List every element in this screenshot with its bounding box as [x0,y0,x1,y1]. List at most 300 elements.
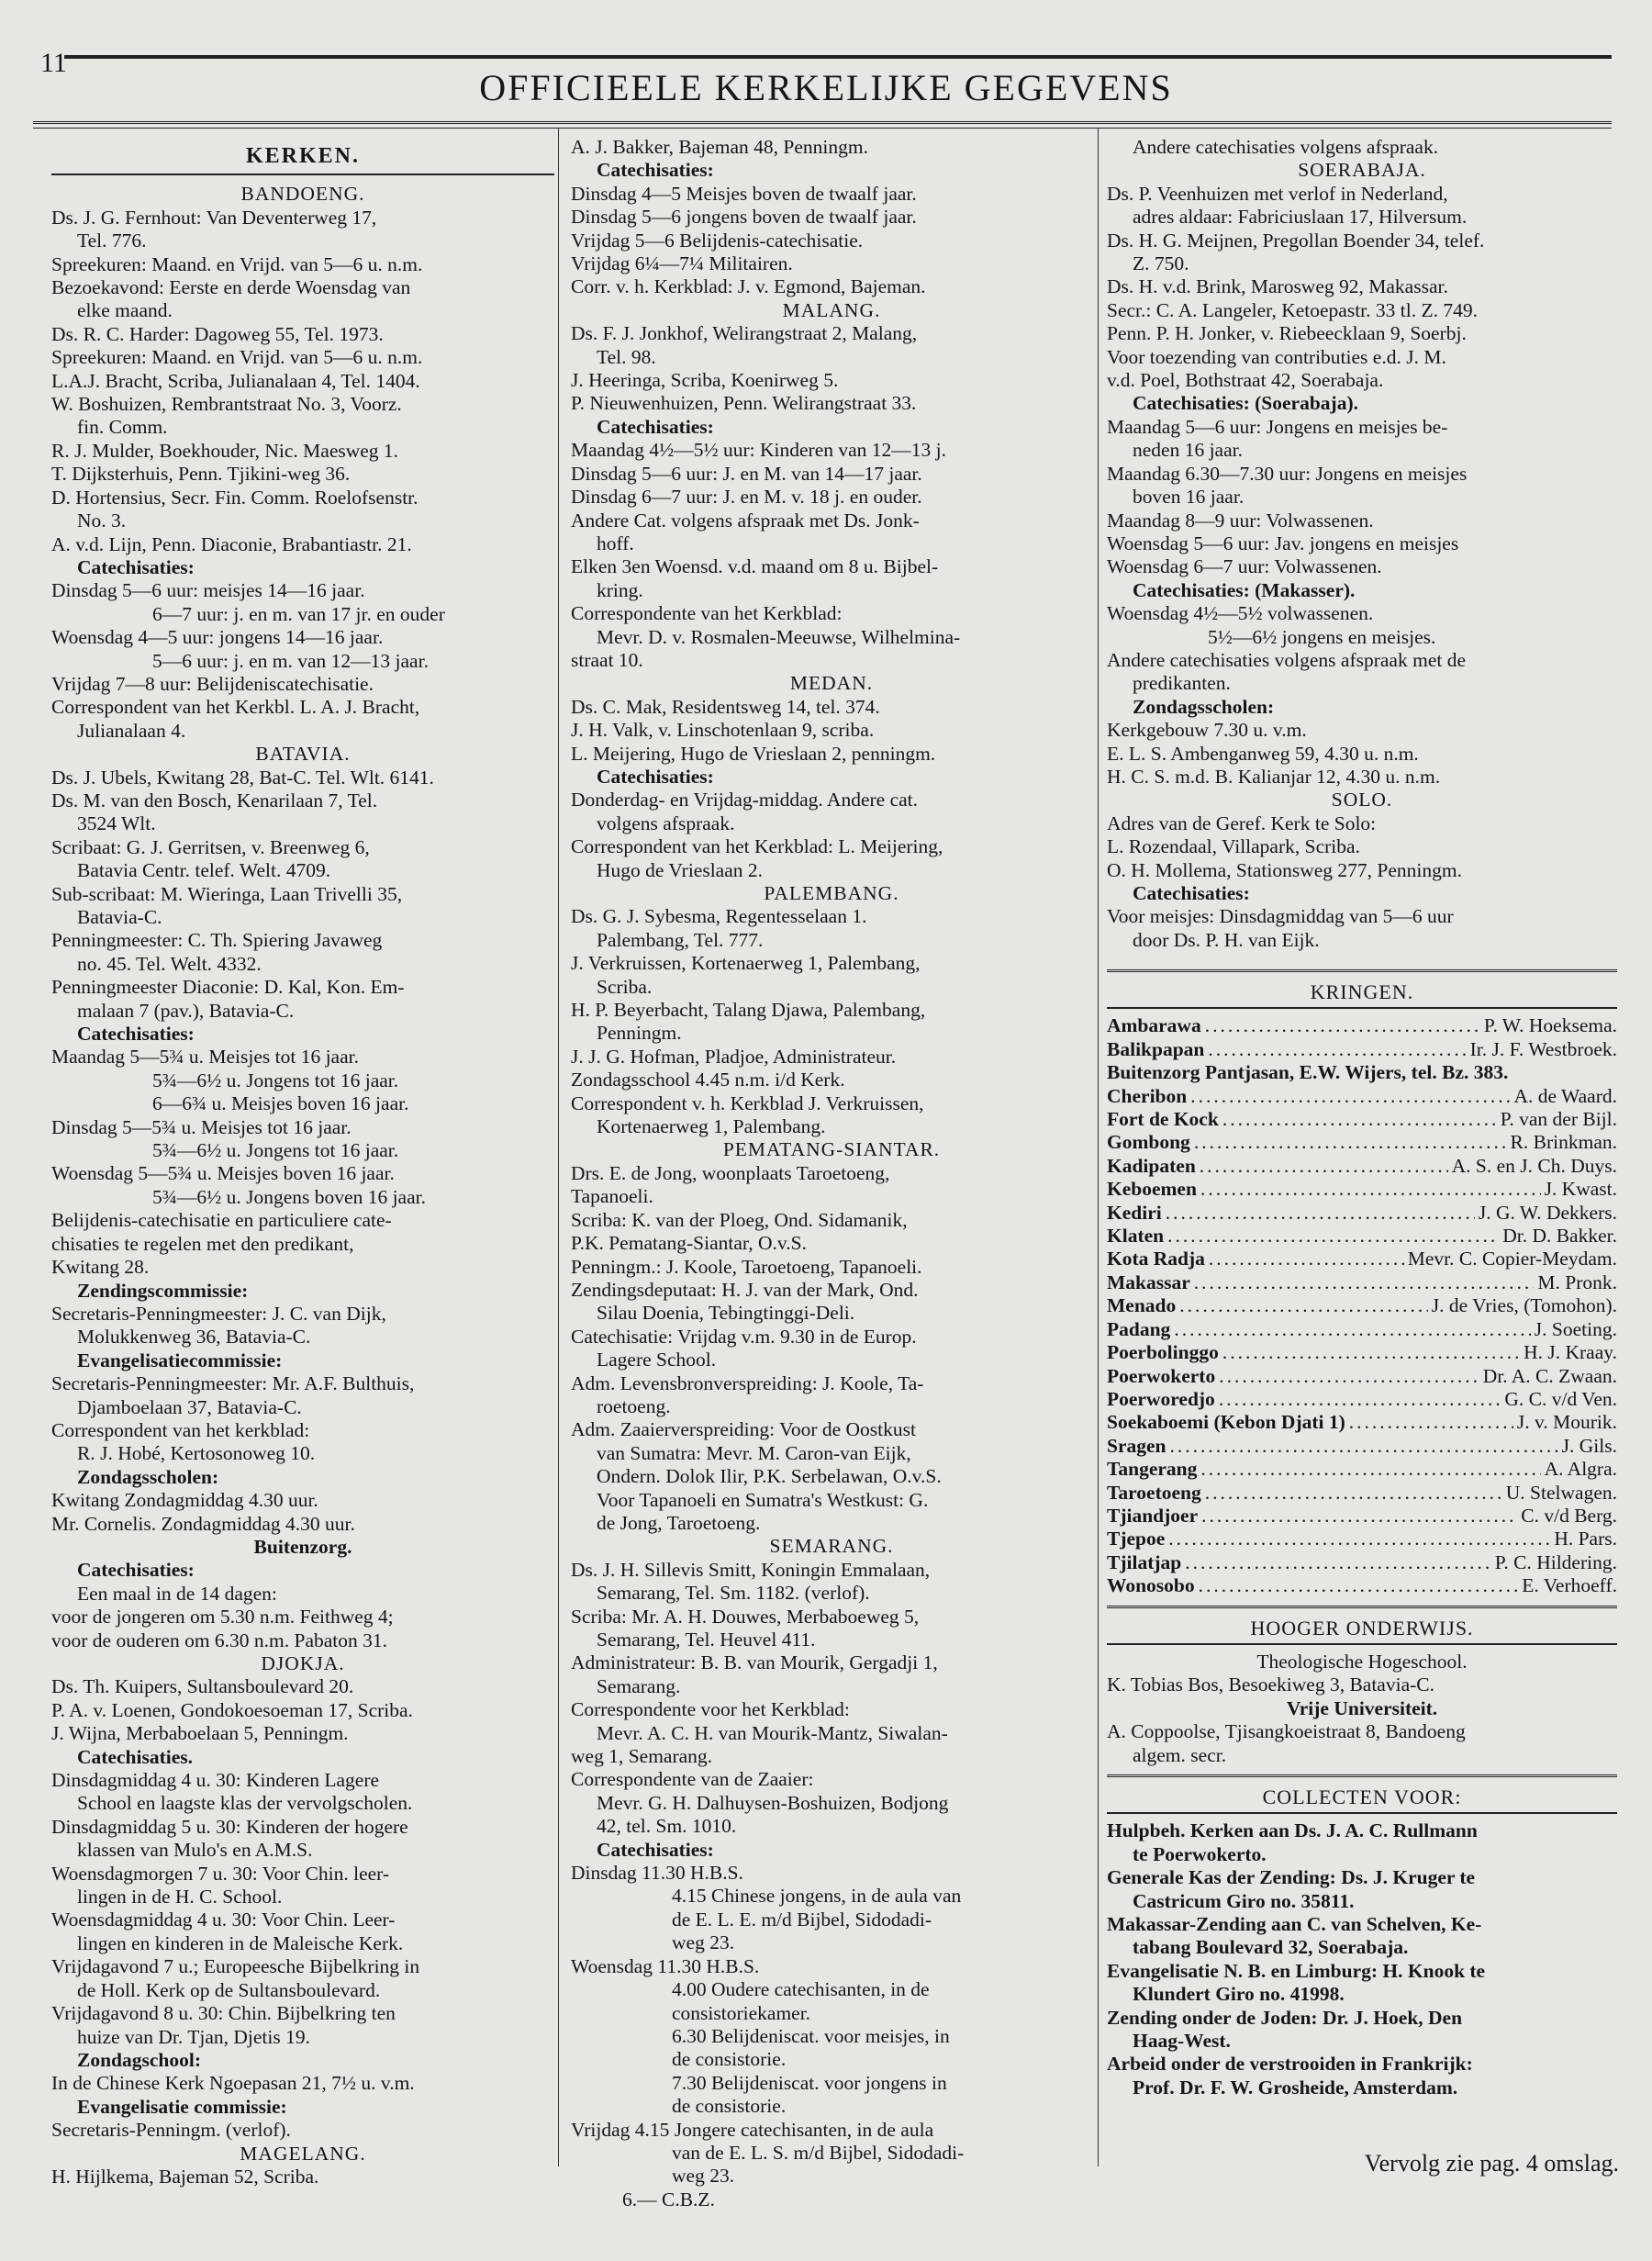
text-line: Catechisaties: [597,1838,714,1861]
hooger-title: HOOGER ONDERWIJS. [1250,1616,1474,1640]
text-line: Hugo de Vrieslaan 2. [597,858,764,881]
text-line: Vrijdagavond 8 u. 30: Chin. Bijbelkring ten [51,2002,396,2025]
text-line: Maandag 6.30—7.30 uur: Jongens en meisjes [1107,462,1468,485]
text-line: Dinsdag 5—6 jongens boven de twaalf jaar. [571,206,917,229]
kring-contact: Mevr. C. Copier-Meydam. [1407,1248,1617,1270]
hooger-line: Theologische Hogeschool. [1256,1650,1468,1673]
text-line: malaan 7 (pav.), Batavia-C. [77,999,295,1022]
kring-contact: P. W. Hoeksema. [1483,1014,1617,1037]
text-line: 5¾—6½ u. Jongens boven 16 jaar. [152,1185,426,1208]
text-line: weg 23. [672,1931,735,1954]
text-line: Woensdagmorgen 7 u. 30: Voor Chin. leer- [51,1862,390,1885]
text-line: 6—6¾ u. Meisjes boven 16 jaar. [152,1092,409,1115]
city-heading: SEMARANG. [769,1535,894,1558]
kring-row [1107,1014,1617,1037]
kring-row [1107,1108,1617,1131]
city-heading: DJOKJA. [261,1652,345,1674]
text-line: van de E. L. S. m/d Bijbel, Sidodadi- [672,2141,965,2164]
kring-contact: A. de Waard. [1513,1084,1617,1107]
kring-row [1107,1225,1617,1248]
kring-row [1107,1155,1617,1178]
kring-place: Kediri [1107,1201,1162,1224]
kring-row [1107,1178,1617,1201]
leader-dots [1185,1551,1491,1574]
text-line: 4.15 Chinese jongens, in de aula van [672,1885,962,1908]
kring-place: Tangerang [1107,1458,1198,1481]
text-line: A. J. Bakker, Bajeman 48, Penningm. [571,136,868,158]
kring-contact: J. Kwast. [1544,1178,1617,1201]
text-line: 3524 Wlt. [77,812,156,835]
text-line: van Sumatra: Mevr. M. Caron-van Eijk, [597,1441,911,1464]
leader-dots [1200,1178,1541,1201]
text-line: predikanten. [1133,672,1231,695]
city-heading: PEMATANG-SIANTAR. [722,1138,941,1161]
text-line: Spreekuren: Maand. en Vrijd. van 5—6 u. n.m. [51,252,423,275]
page-number: 11 [40,48,67,78]
collecten-top-rule [1107,1774,1617,1780]
text-line: Z. 750. [1133,252,1189,275]
text-line: Penn. P. H. Jonker, v. Riebeecklaan 9, Soerbj. [1107,322,1467,345]
text-line: de E. L. E. m/d Bijbel, Sidodadi- [672,1908,932,1931]
hooger-top-rule [1107,1606,1617,1611]
kring-contact: C. v/d Berg. [1521,1504,1617,1527]
leader-dots [1219,1365,1479,1388]
text-line: roetoeng. [597,1394,671,1417]
text-line: E. L. S. Ambenganweg 59, 4.30 u. n.m. [1107,742,1419,765]
text-line: Dinsdag 4—5 Meisjes boven de twaalf jaar. [571,182,917,205]
text-line: Catechisaties: [597,415,714,438]
text-line: J. Verkruissen, Kortenaerweg 1, Palembang, [571,952,921,975]
text-line: P. A. v. Loenen, Gondokoesoeman 17, Scriba. [51,1698,413,1721]
collecten-list [1107,1819,1617,2099]
leader-dots [1208,1038,1466,1061]
text-line: Adm. Zaaierverspreiding: Voor de Oostkust [571,1418,916,1441]
collecten-line: Castricum Giro no. 35811. [1133,1889,1355,1912]
top-rule [64,55,1612,59]
text-line: elke maand. [77,299,173,322]
kring-place: Poerworedjo [1107,1387,1215,1410]
text-line: Dinsdag 5—6 uur: J. en M. van 14—17 jaar. [571,462,922,485]
text-line: de consistorie. [672,2095,787,2118]
text-line: Correspondent v. h. Kerkblad J. Verkruissen, [571,1091,924,1114]
kring-contact: J. de Vries, (Tomohon). [1431,1294,1617,1317]
kring-row [1107,1574,1617,1597]
kring-place: Soekaboemi (Kebon Djati 1) [1107,1411,1345,1434]
text-line: Catechisaties: (Makasser). [1133,578,1356,601]
leader-dots [1194,1271,1535,1294]
text-line: Woensdag 6—7 uur: Volwassenen. [1107,555,1382,578]
collecten-line: Haag-West. [1133,2030,1231,2053]
leader-dots [1222,1108,1497,1131]
kring-place: Poerbolinggo [1107,1341,1219,1364]
kringen-title: KRINGEN. [1310,980,1414,1003]
page-title-text: OFFICIEELE KERKELIJKE GEGEVENS [466,67,1186,108]
kring-row [1107,1482,1617,1505]
leader-dots [1205,1482,1502,1505]
hooger-line: A. Coppoolse, Tjisangkoeistraat 8, Bandoeng [1107,1720,1466,1743]
leader-dots [1200,1458,1540,1481]
text-line: Elken 3en Woensd. v.d. maand om 8 u. Bijbel- [571,555,939,578]
kring-place: Balikpapan [1107,1037,1205,1060]
kringen-rule [1107,1007,1617,1009]
text-line: door Ds. P. H. van Eijk. [1133,928,1320,951]
text-line: Vrijdag 6¼—7¼ Militairen. [571,252,793,275]
text-line: consistoriekamer. [672,2001,811,2024]
text-line: Ds. H. G. Meijnen, Pregollan Boender 34, telef. [1107,229,1485,252]
kring-contact: J. Soeting. [1534,1317,1617,1340]
text-line: Kortenaerweg 1, Palembang. [597,1115,826,1138]
text-line: Julianalaan 4. [77,719,186,742]
city-heading: PALEMBANG. [764,882,899,904]
kring-contact: P. van der Bijl. [1500,1108,1617,1131]
text-line: Woensdag 4—5 uur: jongens 14—16 jaar. [51,626,384,649]
kring-contact: R. Brinkman. [1510,1131,1617,1154]
text-line: Secretaris-Penningmeester: Mr. A.F. Bulthuis, [51,1372,415,1395]
text-line: Drs. E. de Jong, woonplaats Taroetoeng, [571,1161,890,1184]
text-line: L. Meijering, Hugo de Vrieslaan 2, penningm. [571,742,936,765]
city-heading: BANDOENG. [240,183,365,206]
text-line: Ds. J. Ubels, Kwitang 28, Bat-C. Tel. Wlt. 6141. [51,766,434,789]
text-line: lingen en kinderen in de Maleische Kerk. [77,1931,404,1954]
leader-dots [1209,1248,1404,1270]
text-line: Ds. G. J. Sybesma, Regentesselaan 1. [571,905,867,928]
text-line: A. v.d. Lijn, Penn. Diaconie, Brabantiastr. 21. [51,532,412,555]
text-line: lingen in de H. C. School. [77,1886,283,1908]
text-line: Catechisaties. [77,1745,193,1768]
continuation-note: Vervolg zie pag. 4 omslag. [1364,2150,1619,2177]
collecten-line: Prof. Dr. F. W. Grosheide, Amsterdam. [1133,2076,1458,2099]
kring-row [1107,1318,1617,1341]
text-line: weg 23. [672,2165,735,2188]
leader-dots [1349,1411,1513,1434]
city-heading: MALANG. [782,298,881,321]
text-line: 6.— C.B.Z. [622,2188,715,2211]
leader-dots [1199,1574,1519,1597]
text-line: D. Hortensius, Secr. Fin. Comm. Roelofsenstr. [51,486,419,509]
kring-place: Keboemen [1107,1178,1197,1201]
text-line: Batavia-C. [77,906,162,928]
text-line: In de Chinese Kerk Ngoepasan 21, 7½ u. v.m. [51,2072,415,2095]
text-line: Ds. C. Mak, Residentsweg 14, tel. 374. [571,695,880,718]
text-line: Bezoekavond: Eerste en derde Woensdag van [51,276,411,299]
kring-contact: H. J. Kraay. [1524,1341,1617,1364]
collecten-line: Evangelisatie N. B. en Limburg: H. Knook te [1107,1959,1486,1982]
text-line: Mevr. A. C. H. van Mourik-Mantz, Siwalan- [597,1721,948,1744]
kring-row [1107,1435,1617,1458]
kring-row [1107,1271,1617,1294]
text-line: Ondern. Dolok Ilir, P.K. Serbelawan, O.v.S. [597,1465,942,1488]
kring-place: Tjilatjap [1107,1550,1182,1573]
text-line: O. H. Mollema, Stationsweg 277, Penningm. [1107,858,1462,881]
text-line: Catechisaties: [1133,882,1250,904]
column-3 [1107,136,1617,952]
text-line: Kerkgebouw 7.30 u. v.m. [1107,719,1307,742]
kring-row [1107,1038,1617,1061]
kringen-list [1107,1014,1617,1597]
text-line: Woensdag 5—6 uur: Jav. jongens en meisjes [1107,532,1459,554]
text-line: P.K. Pematang-Siantar, O.v.S. [571,1232,807,1255]
leader-dots [1167,1225,1499,1248]
text-line: Administrateur: B. B. van Mourik, Gergadji 1, [571,1651,938,1674]
text-line: Mevr. D. v. Rosmalen-Meeuwse, Wilhelmina- [597,625,961,648]
city-heading: SOLO. [1331,789,1393,811]
kring-contact: Dr. D. Bakker. [1502,1225,1617,1248]
text-line: Scriba. [597,975,653,998]
text-line: Catechisaties: [597,159,714,182]
text-line: Catechisaties: [77,1559,195,1582]
leader-dots [1168,1528,1550,1550]
text-line: Molukkenweg 36, Batavia-C. [77,1326,311,1349]
kring-place: Kota Radja [1107,1248,1205,1270]
text-line: Woensdag 4½—5½ volwassenen. [1107,602,1374,625]
text-line: straat 10. [571,648,643,671]
text-line: Semarang. [597,1674,681,1697]
text-line: 7.30 Belijdeniscat. voor jongens in [672,2071,947,2094]
collecten-line: Klundert Giro no. 41998. [1133,1983,1345,2006]
text-line: Correspondente van het Kerkblad: [571,602,843,625]
kring-row [1107,1411,1617,1434]
kring-place: Cheribon [1107,1084,1188,1107]
text-line: Zondagsscholen: [77,1465,219,1488]
leader-dots [1200,1155,1448,1178]
text-line: Een maal in de 14 dagen: [77,1582,277,1605]
kring-place: Fort de Kock [1107,1108,1219,1131]
kring-place: Padang [1107,1317,1171,1340]
text-line: Evangelisatiecommissie: [77,1349,283,1371]
kring-place: Ambarawa [1107,1014,1201,1037]
kring-row [1107,1341,1617,1364]
text-line: weg 1, Semarang. [571,1745,713,1768]
text-line: Secretaris-Penningmeester: J. C. van Dijk, [51,1302,386,1325]
text-line: Batavia Centr. telef. Welt. 4709. [77,859,331,882]
text-line: Woensdagmiddag 4 u. 30: Voor Chin. Leer- [51,1908,396,1931]
kring-contact: A. Algra. [1544,1458,1617,1481]
leader-dots [1174,1318,1530,1341]
text-line: Maandag 4½—5½ uur: Kinderen van 12—13 j. [571,439,947,462]
text-line: de Holl. Kerk op de Sultansboulevard. [77,1978,381,2001]
text-line: Tel. 98. [597,345,656,368]
text-line: T. Dijksterhuis, Penn. Tjikini-weg 36. [51,463,351,486]
text-line: 5½—6½ jongens en meisjes. [1208,625,1436,648]
text-line: Correspondente van de Zaaier: [571,1768,814,1791]
text-line: H. P. Beyerbacht, Talang Djawa, Palembang, [571,999,926,1022]
text-line: J. J. G. Hofman, Pladjoe, Administrateur. [571,1045,897,1068]
text-line: Silau Doenia, Tebingtinggi-Deli. [597,1302,855,1325]
text-line: Spreekuren: Maand. en Vrijd. van 5—6 u. n.m. [51,346,423,369]
text-line: de Jong, Taroetoeng. [597,1511,761,1534]
text-line: Ds. H. v.d. Brink, Marosweg 92, Makassar. [1107,275,1448,298]
text-line: Maandag 5—6 uur: Jongens en meisjes be- [1107,415,1448,438]
text-line: Secretaris-Penningm. (verlof). [51,2119,291,2142]
leader-dots [1201,1505,1517,1528]
collecten-line: Makassar-Zending aan C. van Schelven, Ke- [1107,1913,1482,1936]
text-line: Maandag 8—9 uur: Volwassenen. [1107,509,1374,532]
text-line: Dinsdagmiddag 4 u. 30: Kinderen Lagere [51,1769,380,1792]
text-line: Vrijdagavond 7 u.; Europeesche Bijbelkring in [51,1955,420,1978]
text-line: kring. [597,578,643,601]
column-1 [51,136,554,2188]
kring-row [1107,1365,1617,1388]
kring-contact: Ir. J. F. Westbroek. [1469,1037,1617,1060]
kring-place: Sragen [1107,1434,1166,1457]
kring-place: Poerwokerto [1107,1364,1216,1387]
text-line: Zondagsschool 4.45 n.m. i/d Kerk. [571,1069,845,1091]
text-line: de consistorie. [672,2048,787,2071]
column-divider-2 [1098,129,1099,2166]
kringen-section [1107,964,1617,2099]
kring-row [1107,1528,1617,1550]
city-heading: BATAVIA. [255,743,351,766]
text-line: Dinsdag 6—7 uur: J. en M. v. 18 j. en ouder. [571,486,922,509]
collecten-line: te Poerwokerto. [1133,1842,1267,1865]
text-line: J. Heeringa, Scriba, Koenirweg 5. [571,369,839,392]
leader-dots [1190,1085,1510,1108]
section-rule [51,173,554,175]
kring-row [1107,1061,1617,1084]
text-line: Penningmeester Diaconie: D. Kal, Kon. Em- [51,976,405,999]
kring-place: Wonosobo [1107,1574,1195,1597]
text-line: R. J. Mulder, Boekhouder, Nic. Maesweg 1. [51,439,399,462]
text-line: Zendingsdeputaat: H. J. van der Mark, Ond. [571,1278,919,1301]
collecten-title: COLLECTEN VOOR: [1262,1785,1462,1808]
text-line: chisaties te regelen met den predikant, [51,1232,354,1255]
text-line: klassen van Mulo's en A.M.S. [77,1839,313,1862]
kring-contact: J. Gils. [1561,1434,1617,1457]
kringen-top-rule [1107,969,1617,975]
header-rule [33,121,1612,129]
text-line: Scriba: Mr. A. H. Douwes, Merbaboeweg 5, [571,1605,920,1628]
text-line: Penningm. [597,1022,682,1045]
collecten-rule [1107,1812,1617,1814]
text-line: volgens afspraak. [597,811,735,834]
text-line: Correspondent van het Kerkblad: L. Meijering, [571,835,943,858]
kring-contact: J. v. Mourik. [1516,1411,1617,1434]
text-line: Ds. Th. Kuipers, Sultansboulevard 20. [51,1675,354,1698]
text-line: 5¾—6½ u. Jongens tot 16 jaar. [152,1139,399,1162]
kring-contact: A. S. en J. Ch. Duys. [1451,1154,1617,1177]
kring-contact: J. G. W. Dekkers. [1478,1201,1617,1224]
leader-dots [1170,1435,1558,1458]
kring-row [1107,1248,1617,1270]
kring-place: Gombong [1107,1131,1190,1154]
text-line: voor de ouderen om 6.30 n.m. Pabaton 31. [51,1629,388,1651]
text-line: 6—7 uur: j. en m. van 17 jr. en ouder [152,602,445,625]
text-line: Ds. P. Veenhuizen met verlof in Nederland, [1107,182,1448,205]
text-line: 4.00 Oudere catechisanten, in de [672,1978,930,2001]
text-line: KERKEN. [245,144,360,168]
text-line: Penningm.: J. Koole, Taroetoeng, Tapanoeli. [571,1255,922,1278]
text-line: Semarang, Tel. Sm. 1182. (verlof). [597,1582,870,1605]
text-line: Catechisaties: [597,765,714,788]
text-line: Sub-scribaat: M. Wieringa, Laan Trivelli 35, [51,882,403,905]
text-line: Correspondent van het Kerkbl. L. A. J. Bracht, [51,696,420,719]
text-line: 5—6 uur: j. en m. van 12—13 jaar. [152,649,429,672]
text-line: W. Boshuizen, Rembrantstraat No. 3, Voorz. [51,393,402,416]
text-line: J. Wijna, Merbaboelaan 5, Penningm. [51,1722,349,1745]
text-line: Andere Cat. volgens afspraak met Ds. Jonk- [571,509,920,532]
text-line: Voor meisjes: Dinsdagmiddag van 5—6 uur [1107,905,1454,928]
kring-row [1107,1131,1617,1154]
kring-contact: G. C. v/d Ven. [1504,1387,1617,1410]
leader-dots [1219,1388,1501,1411]
text-line: Vrijdag 5—6 Belijdenis-catechisatie. [571,229,864,252]
kring-place: Tjiandjoer [1107,1504,1199,1527]
text-line: Buitenzorg. [253,1535,352,1558]
text-line: Catechisaties: [77,1023,195,1046]
text-line: Zondagsscholen: [1133,695,1275,718]
kring-place: Taroetoeng [1107,1481,1201,1504]
hooger-line: Vrije Universiteit. [1286,1696,1438,1719]
text-line: H. Hijlkema, Bajeman 52, Scriba. [51,2165,319,2188]
text-line: Vrijdag 7—8 uur: Belijdeniscatechisatie. [51,672,374,695]
kring-row [1107,1505,1617,1528]
collecten-line: tabang Boulevard 32, Soerabaja. [1133,1936,1409,1959]
text-line: Ds. F. J. Jonkhof, Welirangstraat 2, Malang, [571,322,918,345]
text-line: Secr.: C. A. Langeler, Ketoepastr. 33 tl. Z. 749. [1107,298,1478,321]
text-line: Donderdag- en Vrijdag-middag. Andere cat. [571,789,919,811]
kring-place: Klaten [1107,1225,1165,1248]
text-line: Penningmeester: C. Th. Spiering Javaweg [51,929,383,952]
text-line: J. H. Valk, v. Linschotenlaan 9, scriba. [571,719,875,742]
text-line: School en laagste klas der vervolgscholen. [77,1792,413,1815]
text-line: Dinsdag 11.30 H.B.S. [571,1862,743,1885]
text-line: Dinsdagmiddag 5 u. 30: Kinderen der hogere [51,1815,408,1838]
kring-contact: M. Pronk. [1537,1270,1617,1293]
text-line: Belijdenis-catechisatie en particuliere cate- [51,1209,392,1232]
collecten-line: Arbeid onder de verstrooiden in Frankrijk: [1107,2053,1473,2076]
collecten-line: Zending onder de Joden: Dr. J. Hoek, Den [1107,2006,1463,2029]
text-line: Adm. Levensbronverspreiding: J. Koole, Ta- [571,1371,924,1394]
leader-dots [1194,1131,1507,1154]
text-line: H. C. S. m.d. B. Kalianjar 12, 4.30 u. n.m. [1107,765,1441,788]
kring-place: Kadipaten [1107,1154,1196,1177]
text-line: Mevr. G. H. Dalhuysen-Boshuizen, Bodjong [597,1791,949,1814]
kring-contact: E. Verhoeff. [1522,1574,1617,1597]
text-line: neden 16 jaar. [1133,439,1243,462]
text-line: fin. Comm. [77,416,168,439]
text-line: v.d. Poel, Bothstraat 42, Soerabaja. [1107,369,1384,392]
text-line: 6.30 Belijdeniscat. voor meisjes, in [672,2024,950,2047]
kring-contact: U. Stelwagen. [1505,1481,1617,1504]
text-line: Correspondente voor het Kerkblad: [571,1698,850,1721]
text-line: hoff. [597,532,634,554]
text-line: Tel. 776. [77,229,147,252]
text-line: Tapanoeli. [571,1185,653,1208]
text-line: Maandag 5—5¾ u. Meisjes tot 16 jaar. [51,1046,359,1069]
leader-dots [1166,1202,1475,1225]
text-line: Palembang, Tel. 777. [597,928,764,951]
text-line: L.A.J. Bracht, Scriba, Julianalaan 4, Tel. 1404. [51,369,420,392]
text-line: Correspondent van het kerkblad: [51,1418,310,1441]
hooger-line: algem. secr. [1133,1743,1227,1766]
text-line: Zendingscommissie: [77,1279,249,1302]
city-heading: MAGELANG. [240,2142,366,2165]
kring-row [1107,1202,1617,1225]
kring-contact: P. C. Hildering. [1494,1550,1617,1573]
text-line: Mr. Cornelis. Zondagmiddag 4.30 uur. [51,1512,355,1535]
text-line: huize van Dr. Tjan, Djetis 19. [77,2025,310,2048]
text-line: Ds. J. G. Fernhout: Van Deventerweg 17, [51,206,377,229]
kring-place: Buitenzorg Pantjasan, E.W. Wijers, tel. Bz. 383. [1107,1061,1509,1084]
hooger-line: K. Tobias Bos, Besoekiweg 3, Batavia-C. [1107,1673,1434,1696]
column-2 [571,136,1092,2211]
hooger-list [1107,1651,1617,1767]
kring-contact: H. Pars. [1554,1528,1617,1550]
text-line: Dinsdag 5—6 uur: meisjes 14—16 jaar. [51,579,365,602]
leader-dots [1205,1014,1480,1037]
hooger-rule [1107,1643,1617,1645]
kring-row [1107,1294,1617,1317]
